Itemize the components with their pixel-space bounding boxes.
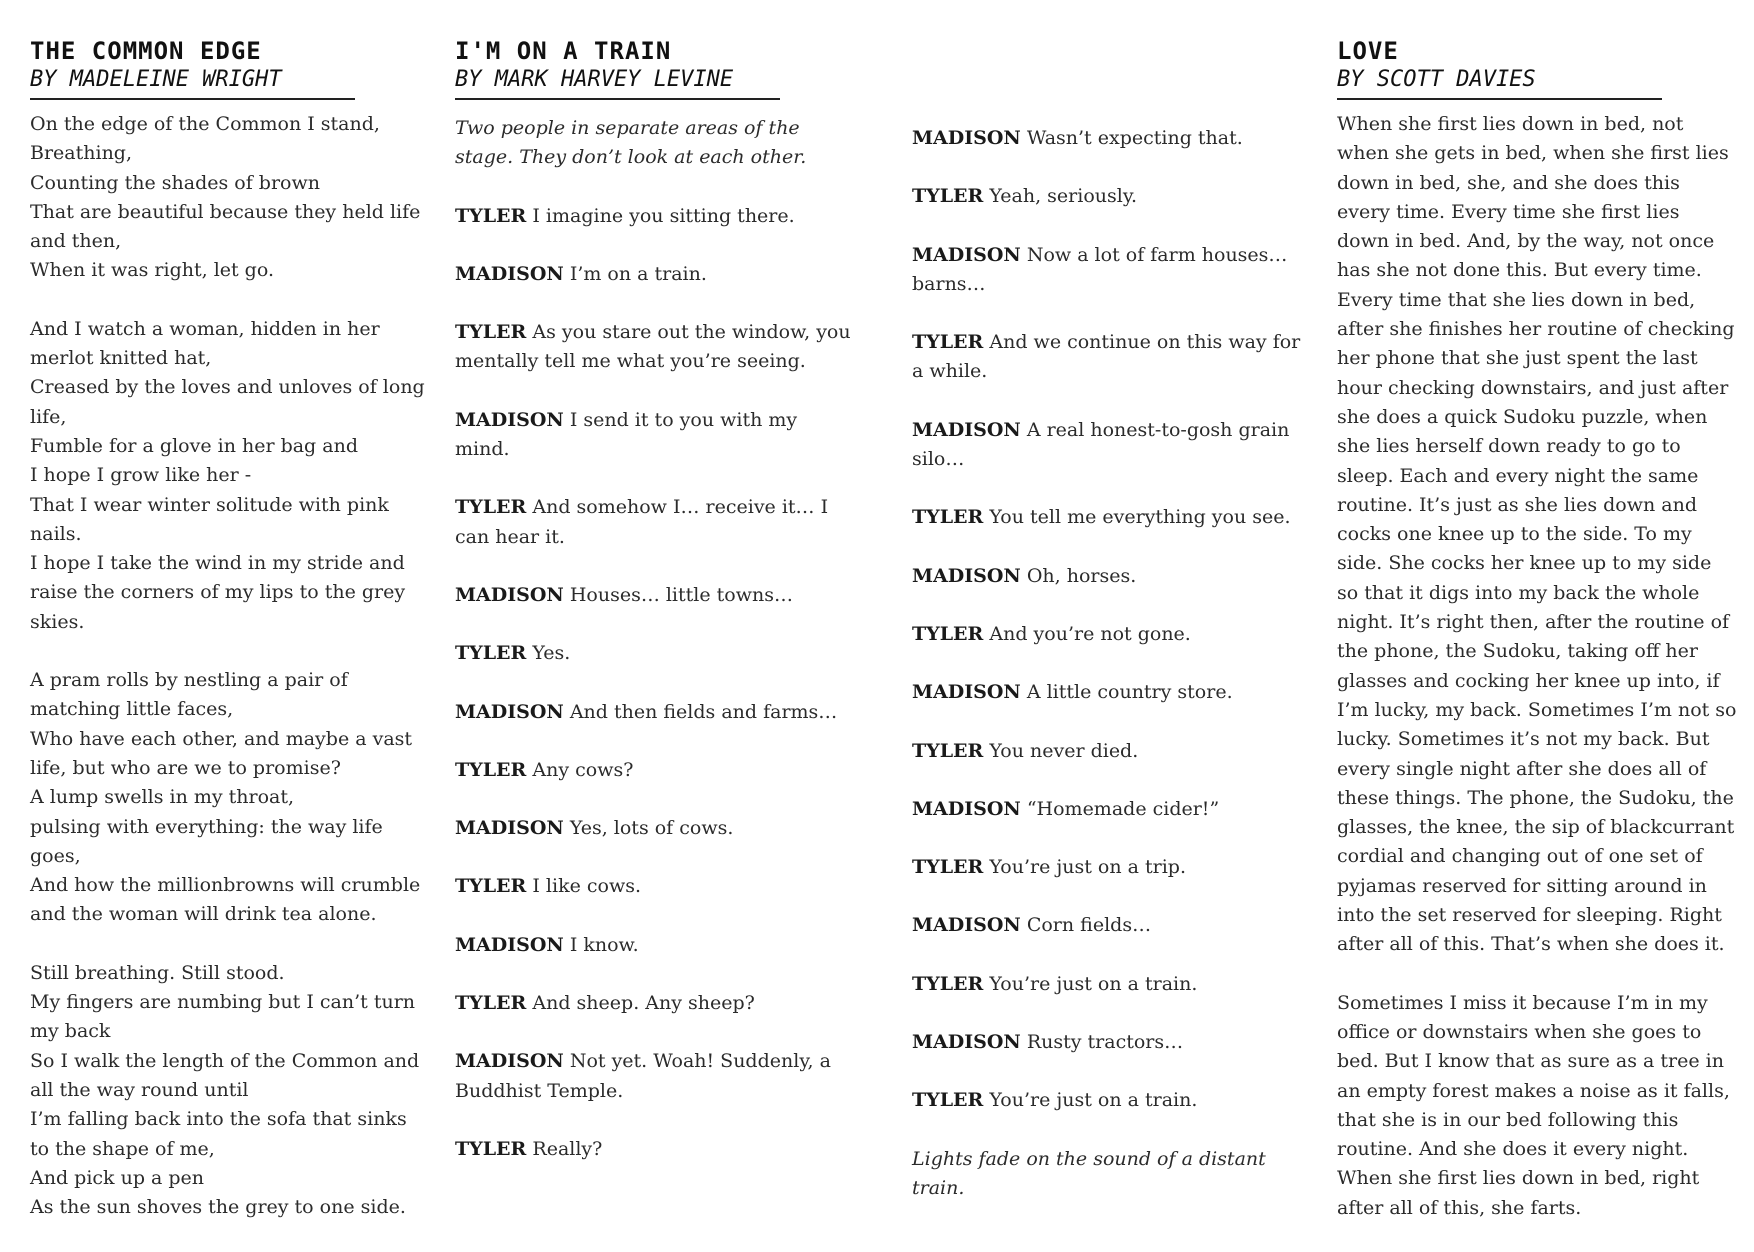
dialogue-text: I know. <box>569 933 639 956</box>
dialogue-text: Any cows? <box>532 758 634 781</box>
story-byline: BY SCOTT DAVIES <box>1337 67 1536 92</box>
poem-stanza <box>30 666 425 930</box>
dialogue-text: And somehow I… receive it… I can hear it. <box>455 496 829 548</box>
poem-line: And I watch a woman, hidden in her merlot knitted hat, <box>30 317 380 370</box>
play-heading <box>455 36 780 100</box>
dialogue-line <box>912 795 1307 824</box>
story-paragraph: Sometimes I miss it because I’m in my office or downstairs when she goes to bed. But I know that as sure as a tree in an empty forest makes a noise as it falls, that she is in our bed following this routine. And she does it every night. When she first lies down in bed, right after all of this, she farts. <box>1337 991 1730 1219</box>
poem-line: Fumble for a glove in her bag and <box>30 434 358 457</box>
dialogue-text: And sheep. Any sheep? <box>532 992 755 1015</box>
poem-line: I hope I grow like her - <box>30 464 252 487</box>
speaker-name: TYLER <box>455 642 527 665</box>
dialogue-line <box>455 756 855 785</box>
poem-line: That are beautiful because they held life and then, <box>30 200 421 253</box>
poem-line: That I wear winter solitude with pink nails. <box>30 493 389 545</box>
dialogue-text: Rusty tractors… <box>1026 1031 1184 1054</box>
story-heading <box>1337 36 1662 100</box>
dialogue-line <box>912 620 1307 649</box>
dialogue-line <box>912 416 1307 475</box>
play-body-2 <box>912 36 1307 1203</box>
stage-direction: Two people in separate areas of the stage. They don’t look at each other. <box>455 117 807 169</box>
speaker-name: TYLER <box>912 739 984 762</box>
dialogue-text: And we continue on this way for a while. <box>912 331 1301 383</box>
dialogue-text: Houses… little towns… <box>569 583 793 606</box>
dialogue-text: I send it to you with my mind. <box>455 408 798 461</box>
dialogue-line <box>455 872 855 901</box>
dialogue-line <box>912 853 1307 882</box>
dialogue-line <box>912 241 1307 300</box>
dialogue-text: Yes. <box>532 642 571 665</box>
play-byline: BY MARK HARVEY LEVINE <box>455 67 734 92</box>
play-body-1 <box>455 114 855 1164</box>
dialogue-line <box>455 931 855 960</box>
dialogue-text: You tell me everything you see. <box>989 506 1291 529</box>
speaker-name: TYLER <box>912 185 984 208</box>
poem-line: Creased by the loves and unloves of long life, <box>30 376 425 428</box>
poem-stanza <box>30 110 425 286</box>
speaker-name: TYLER <box>455 875 527 898</box>
poem-line: pulsing with everything: the way life goes, <box>30 815 383 867</box>
dialogue-line <box>912 970 1307 999</box>
speaker-name: MADISON <box>912 681 1021 704</box>
dialogue-line <box>912 182 1307 211</box>
speaker-name: MADISON <box>455 817 564 840</box>
speaker-name: MADISON <box>912 127 1021 149</box>
speaker-name: MADISON <box>455 408 564 431</box>
poem-byline: BY MADELEINE WRIGHT <box>30 67 282 92</box>
speaker-name: TYLER <box>455 1137 527 1160</box>
dialogue-line <box>912 328 1307 387</box>
poem-stanza <box>30 315 425 637</box>
dialogue-line <box>455 202 855 231</box>
dialogue-text: A real honest-to-gosh grain silo… <box>912 418 1290 471</box>
poem-line: So I walk the length of the Common and all the way round until <box>30 1049 420 1101</box>
dialogue-text: I imagine you sitting there. <box>532 204 795 227</box>
dialogue-line <box>455 814 855 843</box>
speaker-name: TYLER <box>912 856 984 879</box>
dialogue-line <box>912 737 1307 766</box>
dialogue-text: A little country store. <box>1026 681 1233 704</box>
poem-body <box>30 110 425 1222</box>
speaker-name: TYLER <box>455 758 527 781</box>
speaker-name: MADISON <box>912 564 1021 587</box>
dialogue-text: Corn fields… <box>1026 914 1152 937</box>
speaker-name: TYLER <box>455 496 527 519</box>
speaker-name: MADISON <box>912 797 1021 820</box>
dialogue-text: Wasn’t expecting that. <box>1026 127 1243 149</box>
dialogue-line <box>912 124 1307 153</box>
story-title: LOVE <box>1337 37 1399 65</box>
poem-line: On the edge of the Common I stand, <box>30 113 380 135</box>
poem-stanza <box>30 959 425 1223</box>
poem-line: Breathing, <box>30 142 133 165</box>
dialogue-line <box>455 989 855 1018</box>
poem-line: Counting the shades of brown <box>30 171 320 194</box>
speaker-name: TYLER <box>912 331 984 354</box>
dialogue-text: You’re just on a train. <box>989 1089 1198 1112</box>
poem-line: Who have each other, and maybe a vast life, but who are we to promise? <box>30 727 413 779</box>
speaker-name: MADISON <box>455 933 564 956</box>
speaker-name: TYLER <box>912 1089 984 1112</box>
dialogue-line <box>455 1047 855 1106</box>
play-column-1 <box>455 36 855 1193</box>
dialogue-line <box>912 1028 1307 1057</box>
dialogue-text: And you’re not gone. <box>989 622 1191 645</box>
poem-line: My fingers are numbing but I can’t turn my back <box>30 991 416 1043</box>
story-column <box>1337 36 1737 1252</box>
poem-line: I hope I take the wind in my stride and raise the corners of my lips to the grey skies. <box>30 552 406 633</box>
dialogue-line <box>455 1135 855 1164</box>
dialogue-line <box>455 493 855 552</box>
dialogue-text: You never died. <box>989 739 1139 762</box>
dialogue-line <box>455 318 855 377</box>
dialogue-text: Yes, lots of cows. <box>569 817 734 840</box>
poem-line: A lump swells in my throat, <box>30 786 295 809</box>
dialogue-line <box>455 698 855 727</box>
poem-title: THE COMMON EDGE <box>30 37 262 65</box>
speaker-name: MADISON <box>912 418 1021 441</box>
speaker-name: MADISON <box>455 583 564 606</box>
dialogue-line <box>455 406 855 465</box>
poem-line: When it was right, let go. <box>30 259 274 282</box>
speaker-name: MADISON <box>455 700 564 723</box>
dialogue-line <box>912 503 1307 532</box>
poem-line: A pram rolls by nestling a pair of matching little faces, <box>30 669 348 721</box>
story-body <box>1337 110 1737 1223</box>
dialogue-line <box>455 260 855 289</box>
speaker-name: TYLER <box>455 204 527 227</box>
speaker-name: MADISON <box>455 262 564 285</box>
dialogue-list-2 <box>912 124 1307 1116</box>
dialogue-text: You’re just on a trip. <box>989 856 1186 879</box>
dialogue-line <box>912 911 1307 940</box>
closing-direction: Lights fade on the sound of a distant train. <box>912 1147 1266 1199</box>
dialogue-text: I like cows. <box>532 875 642 898</box>
poem-heading <box>30 36 355 100</box>
dialogue-text: I’m on a train. <box>569 262 707 285</box>
dialogue-line <box>455 581 855 610</box>
dialogue-line <box>455 639 855 668</box>
poem-line: I’m falling back into the sofa that sinks to the shape of me, <box>30 1108 407 1160</box>
dialogue-text: As you stare out the window, you mentally tell me what you’re seeing. <box>455 321 851 373</box>
dialogue-line <box>912 562 1307 591</box>
poem-line: Still breathing. Still stood. <box>30 961 285 984</box>
dialogue-text: Really? <box>532 1137 603 1160</box>
dialogue-line <box>912 678 1307 707</box>
dialogue-text: You’re just on a train. <box>989 972 1198 995</box>
play-title: I'M ON A TRAIN <box>455 37 672 65</box>
speaker-name: MADISON <box>455 1050 564 1073</box>
speaker-name: TYLER <box>912 506 984 529</box>
story-paragraph: When she first lies down in bed, not when she gets in bed, when she first lies down in bed, she, and she does this every time. Every time she first lies down in bed. And, by the way, not once has she not done this. But every time. Every time that she lies down in bed, after she finishes her routine of checking her phone that she just spent the last hour checking downstairs, and just after she does a quick Sudoku puzzle, when she lies herself down ready to go to sleep. Each and every night the same routine. It’s just as she lies down and cocks one knee up to the side. To my side. She cocks her knee up to my side so that it digs into my back the whole night. It’s right then, after the routine of the phone, the Sudoku, taking off her glasses and cocking her knee up into, if I’m lucky, my back. Sometimes I’m not so lucky. Sometimes it’s not my back. But every single night after she does all of these things. The phone, the Sudoku, the glasses, the knee, the sip of blackcurrant cordial and changing out of one set of pyjamas reserved for sitting around in into the set reserved for sleeping. Right after all of this. That’s when she does it. <box>1337 113 1737 956</box>
poem-line: As the sun shoves the grey to one side. <box>30 1196 406 1219</box>
dialogue-text: Now a lot of farm houses… barns… <box>912 243 1288 295</box>
speaker-name: MADISON <box>912 1031 1021 1054</box>
poem-line: And pick up a pen <box>30 1166 205 1189</box>
dialogue-text: Not yet. Woah! Suddenly, a Buddhist Temple. <box>455 1050 831 1102</box>
dialogue-list-1 <box>455 202 855 1165</box>
speaker-name: MADISON <box>912 914 1021 937</box>
dialogue-line <box>912 1086 1307 1115</box>
speaker-name: TYLER <box>912 972 984 995</box>
dialogue-text: And then fields and farms… <box>569 700 838 723</box>
speaker-name: TYLER <box>455 992 527 1015</box>
poem-line: And how the millionbrowns will crumble and the woman will drink tea alone. <box>30 874 421 926</box>
dialogue-text: Oh, horses. <box>1026 564 1137 587</box>
speaker-name: MADISON <box>912 243 1021 266</box>
dialogue-text: Yeah, seriously. <box>989 185 1138 208</box>
speaker-name: TYLER <box>455 321 527 344</box>
dialogue-text: “Homemade cider!” <box>1026 797 1220 820</box>
speaker-name: TYLER <box>912 622 984 645</box>
play-column-2 <box>912 36 1307 1232</box>
poem-column <box>30 36 425 1251</box>
